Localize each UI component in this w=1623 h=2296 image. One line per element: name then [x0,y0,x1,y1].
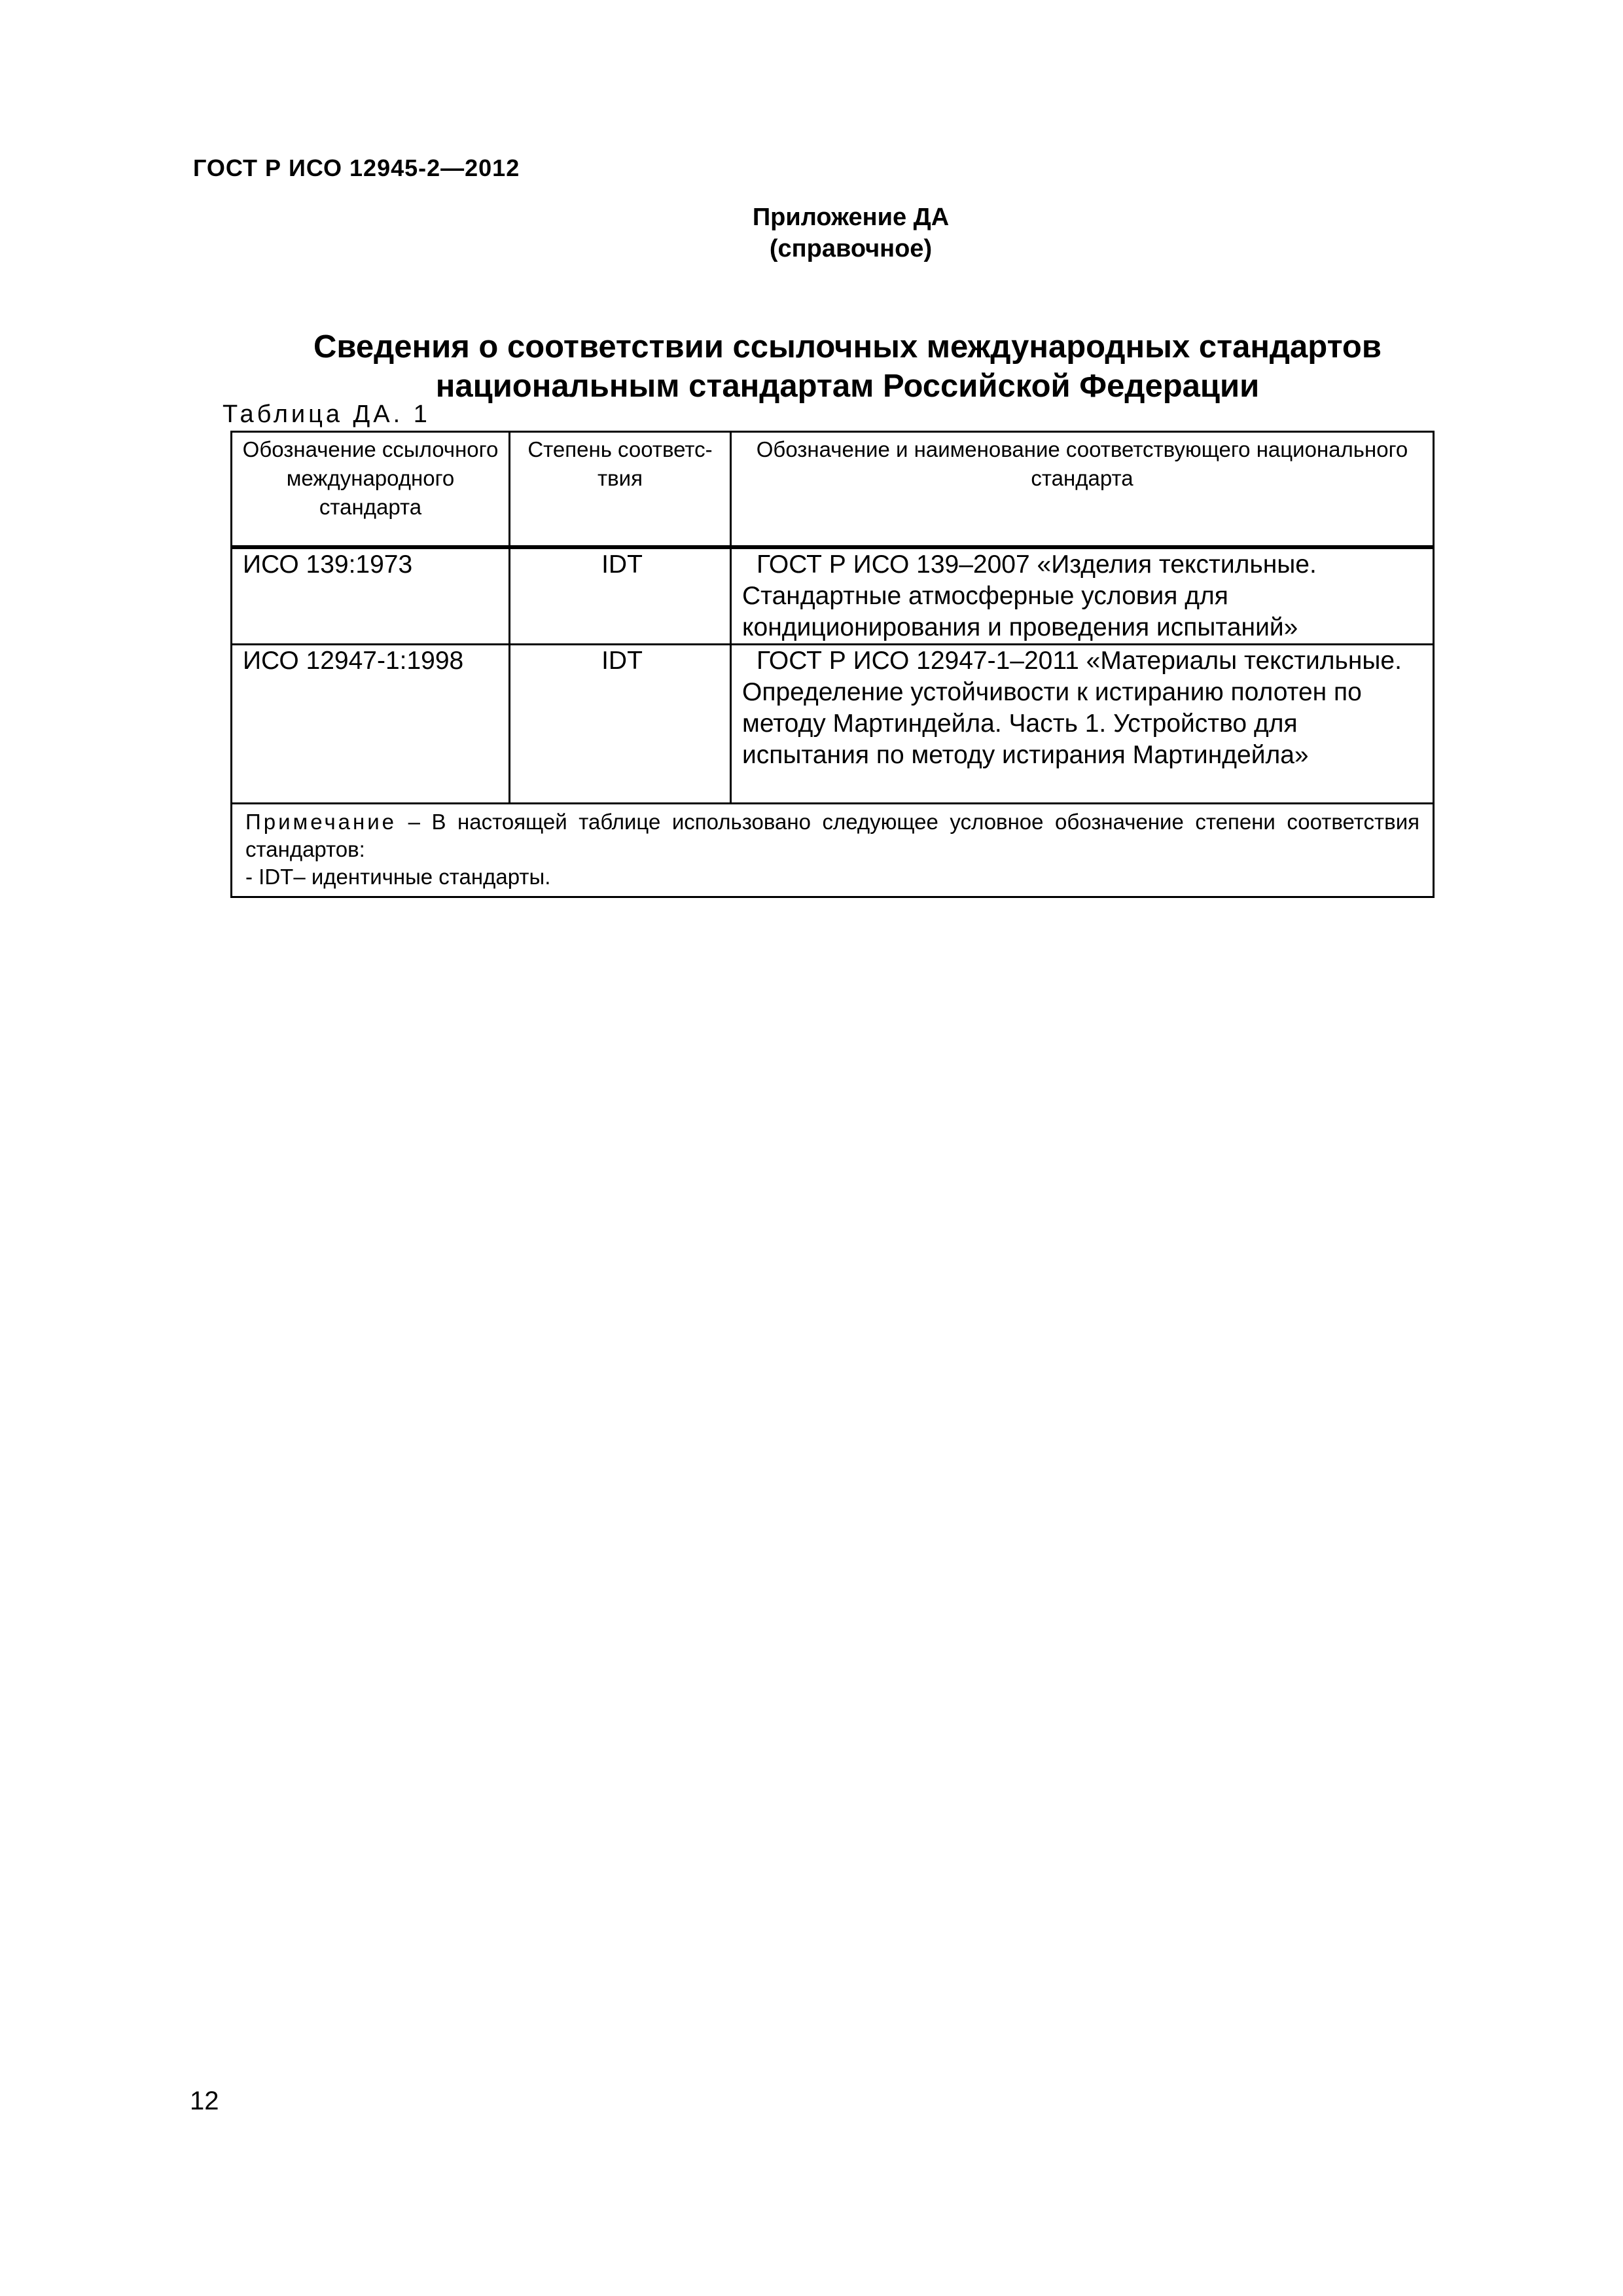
appendix-title: Приложение ДА [752,204,950,231]
cell-text: ГОСТ Р ИСО 12947-1–2011 «Материалы текстильные. Определение устойчивости к истиранию полотен по методу Мартиндейла. Часть 1. Устройство для испытания по методу истирания Мартиндейла» [742,647,1402,769]
table-cell-degree [510,645,731,804]
cell-text: IDT [601,550,643,579]
main-heading-line-2: национальным стандартам Российской Федерации [435,368,1260,404]
table-header-row [232,432,1434,548]
table-cell-degree [510,547,731,645]
main-heading [196,327,1499,406]
cell-text: ИСО 139:1973 [243,550,413,579]
column-header-national [731,432,1434,548]
page-number: 12 [190,2087,219,2115]
cell-text: ИСО 12947-1:1998 [243,647,464,675]
table-note-text [245,808,1419,863]
table-cell-national [731,547,1434,645]
table-note-item: - IDT– идентичные стандарты. [245,865,551,889]
appendix-title-block [687,202,1014,264]
column-header-designation [232,432,510,548]
table-note-row [232,804,1434,897]
appendix-subtitle: (справочное) [769,235,933,262]
column-header-designation-text: Обозначение ссылочного международного стандарта [242,437,499,519]
table-note-cell [232,804,1434,897]
cell-text: ГОСТ Р ИСО 139–2007 «Изделия текстильные. Стандартные атмосферные условия для кондиционирования и проведения испытаний» [742,550,1317,641]
column-header-national-text: Обозначение и наименование соответствующего национального стандарта [756,437,1408,490]
table-note [232,804,1433,896]
cell-text: IDT [601,647,643,675]
table-caption: Таблица ДА. 1 [223,401,431,428]
column-header-degree [510,432,731,548]
main-heading-line-1: Сведения о соответствии ссылочных международных стандартов [313,329,1382,365]
table-cell-designation [232,547,510,645]
table-row [232,645,1434,804]
table-note-body: – В настоящей таблице использовано следующее условное обозначение степени соответствия стандартов: [245,810,1419,861]
table-row [232,547,1434,645]
document-code: ГОСТ Р ИСО 12945-2—2012 [193,154,520,181]
table-cell-national [731,645,1434,804]
table-note-label: Примечание [245,810,397,834]
column-header-degree-text: Степень соответс-твия [527,437,713,490]
correspondence-table [230,431,1435,898]
table-cell-designation [232,645,510,804]
